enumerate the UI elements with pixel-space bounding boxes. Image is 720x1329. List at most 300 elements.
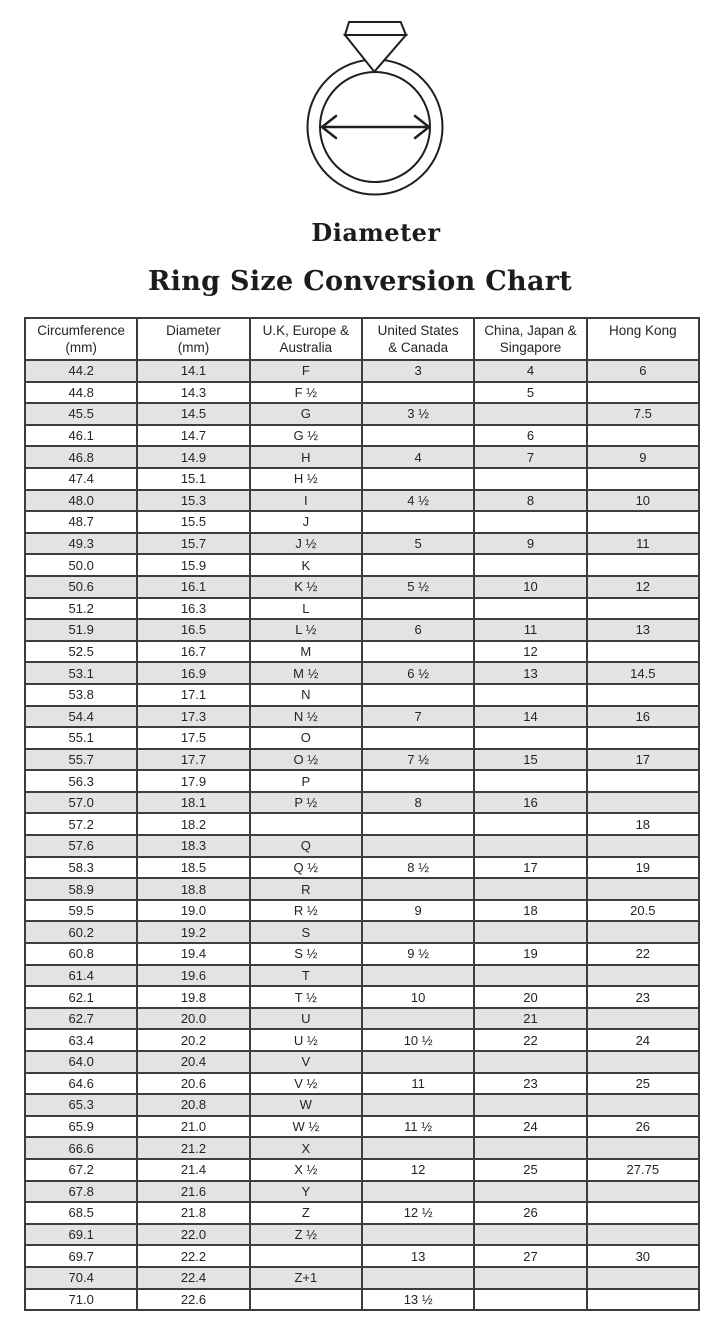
cell-uk-europe-australia: G ½ [250,425,362,447]
cell-uk-europe-australia: S [250,921,362,943]
cell-diameter-mm: 21.8 [137,1202,249,1224]
cell-diameter-mm: 20.6 [137,1073,249,1095]
cell-uk-europe-australia: L ½ [250,619,362,641]
cell-china-japan-singapore [474,403,586,425]
table-row [25,813,699,835]
cell-circumference-mm: 71.0 [25,1289,137,1311]
cell-hong-kong: 11 [587,533,699,555]
cell-china-japan-singapore [474,813,586,835]
page-title: Ring Size Conversion Chart [147,266,573,297]
cell-circumference-mm: 53.8 [25,684,137,706]
cell-china-japan-singapore [474,1267,586,1289]
cell-uk-europe-australia [250,1289,362,1311]
cell-hong-kong [587,1267,699,1289]
table-row [25,576,699,598]
cell-diameter-mm: 16.1 [137,576,249,598]
cell-circumference-mm: 65.9 [25,1116,137,1138]
cell-diameter-mm: 17.9 [137,770,249,792]
table-row [25,511,699,533]
table-row [25,835,699,857]
ring-diameter-icon [303,10,448,202]
cell-circumference-mm: 47.4 [25,468,137,490]
cell-china-japan-singapore: 20 [474,986,586,1008]
cell-uk-europe-australia: L [250,598,362,620]
cell-diameter-mm: 17.7 [137,749,249,771]
cell-china-japan-singapore [474,684,586,706]
cell-china-japan-singapore: 24 [474,1116,586,1138]
cell-circumference-mm: 58.9 [25,878,137,900]
cell-circumference-mm: 52.5 [25,641,137,663]
ring-size-table [24,317,700,1311]
cell-hong-kong [587,921,699,943]
cell-uk-europe-australia: R [250,878,362,900]
column-header-circumference-mm [25,318,137,360]
table-row [25,403,699,425]
cell-uk-europe-australia: M ½ [250,662,362,684]
cell-uk-europe-australia: M [250,641,362,663]
cell-hong-kong [587,1008,699,1030]
header-line2: & Canada [388,340,449,355]
cell-uk-europe-australia: J ½ [250,533,362,555]
cell-hong-kong [587,554,699,576]
cell-us-canada: 3 ½ [362,403,474,425]
cell-china-japan-singapore: 15 [474,749,586,771]
cell-diameter-mm: 21.4 [137,1159,249,1181]
cell-china-japan-singapore: 8 [474,490,586,512]
cell-circumference-mm: 57.6 [25,835,137,857]
cell-circumference-mm: 70.4 [25,1267,137,1289]
cell-circumference-mm: 62.7 [25,1008,137,1030]
cell-hong-kong: 27.75 [587,1159,699,1181]
cell-circumference-mm: 45.5 [25,403,137,425]
table-row [25,554,699,576]
cell-us-canada: 4 [362,446,474,468]
cell-circumference-mm: 44.2 [25,360,137,382]
table-row [25,1289,699,1311]
cell-us-canada [362,598,474,620]
cell-uk-europe-australia: V ½ [250,1073,362,1095]
header-line1: Circumference [37,323,126,338]
cell-circumference-mm: 68.5 [25,1202,137,1224]
cell-circumference-mm: 44.8 [25,382,137,404]
cell-uk-europe-australia: H ½ [250,468,362,490]
cell-circumference-mm: 46.1 [25,425,137,447]
cell-circumference-mm: 65.3 [25,1094,137,1116]
column-header-us-canada [362,318,474,360]
cell-diameter-mm: 17.1 [137,684,249,706]
cell-hong-kong: 30 [587,1245,699,1267]
cell-uk-europe-australia [250,813,362,835]
cell-us-canada: 6 [362,619,474,641]
cell-hong-kong [587,1289,699,1311]
cell-diameter-mm: 18.8 [137,878,249,900]
cell-diameter-mm: 19.0 [137,900,249,922]
table-row [25,878,699,900]
cell-diameter-mm: 16.9 [137,662,249,684]
cell-hong-kong: 20.5 [587,900,699,922]
cell-hong-kong: 16 [587,706,699,728]
cell-hong-kong: 14.5 [587,662,699,684]
cell-diameter-mm: 16.7 [137,641,249,663]
cell-hong-kong: 10 [587,490,699,512]
cell-circumference-mm: 53.1 [25,662,137,684]
cell-hong-kong [587,468,699,490]
cell-us-canada: 11 [362,1073,474,1095]
cell-uk-europe-australia: P ½ [250,792,362,814]
cell-uk-europe-australia: I [250,490,362,512]
cell-hong-kong: 19 [587,857,699,879]
cell-uk-europe-australia: U ½ [250,1029,362,1051]
diamond-icon [345,22,406,72]
cell-us-canada: 9 [362,900,474,922]
cell-circumference-mm: 55.7 [25,749,137,771]
cell-us-canada [362,554,474,576]
cell-china-japan-singapore: 18 [474,900,586,922]
cell-diameter-mm: 15.5 [137,511,249,533]
cell-circumference-mm: 62.1 [25,986,137,1008]
cell-us-canada: 7 [362,706,474,728]
cell-hong-kong: 7.5 [587,403,699,425]
cell-china-japan-singapore [474,511,586,533]
cell-hong-kong [587,1224,699,1246]
cell-circumference-mm: 69.7 [25,1245,137,1267]
cell-hong-kong [587,598,699,620]
cell-circumference-mm: 64.6 [25,1073,137,1095]
cell-uk-europe-australia: F [250,360,362,382]
cell-us-canada: 13 ½ [362,1289,474,1311]
cell-diameter-mm: 14.7 [137,425,249,447]
cell-china-japan-singapore: 21 [474,1008,586,1030]
cell-hong-kong [587,1094,699,1116]
cell-circumference-mm: 64.0 [25,1051,137,1073]
cell-hong-kong [587,1137,699,1159]
cell-uk-europe-australia: T ½ [250,986,362,1008]
cell-diameter-mm: 20.0 [137,1008,249,1030]
cell-us-canada: 9 ½ [362,943,474,965]
cell-hong-kong [587,727,699,749]
cell-us-canada [362,727,474,749]
cell-hong-kong [587,511,699,533]
cell-us-canada: 11 ½ [362,1116,474,1138]
cell-circumference-mm: 55.1 [25,727,137,749]
cell-diameter-mm: 17.5 [137,727,249,749]
table-row [25,490,699,512]
cell-us-canada [362,1267,474,1289]
diameter-label: Diameter [311,218,441,247]
cell-hong-kong: 6 [587,360,699,382]
cell-circumference-mm: 48.7 [25,511,137,533]
cell-china-japan-singapore: 16 [474,792,586,814]
cell-china-japan-singapore [474,1224,586,1246]
cell-diameter-mm: 14.9 [137,446,249,468]
table-row [25,360,699,382]
cell-hong-kong [587,684,699,706]
table-row [25,1094,699,1116]
cell-diameter-mm: 22.6 [137,1289,249,1311]
cell-uk-europe-australia: Y [250,1181,362,1203]
table-row [25,1224,699,1246]
cell-china-japan-singapore [474,1137,586,1159]
table-row [25,749,699,771]
cell-diameter-mm: 15.1 [137,468,249,490]
cell-diameter-mm: 15.7 [137,533,249,555]
cell-hong-kong [587,792,699,814]
cell-uk-europe-australia: Z+1 [250,1267,362,1289]
column-header-uk-europe-australia [250,318,362,360]
cell-uk-europe-australia: S ½ [250,943,362,965]
cell-hong-kong [587,382,699,404]
cell-diameter-mm: 15.9 [137,554,249,576]
cell-us-canada [362,468,474,490]
cell-uk-europe-australia: T [250,965,362,987]
table-row [25,1267,699,1289]
cell-diameter-mm: 19.6 [137,965,249,987]
cell-china-japan-singapore: 5 [474,382,586,404]
cell-china-japan-singapore [474,468,586,490]
cell-hong-kong: 24 [587,1029,699,1051]
cell-circumference-mm: 54.4 [25,706,137,728]
cell-china-japan-singapore: 17 [474,857,586,879]
cell-diameter-mm: 18.1 [137,792,249,814]
cell-us-canada [362,1224,474,1246]
cell-uk-europe-australia: O ½ [250,749,362,771]
cell-china-japan-singapore: 4 [474,360,586,382]
cell-circumference-mm: 57.0 [25,792,137,814]
cell-uk-europe-australia: F ½ [250,382,362,404]
cell-us-canada [362,835,474,857]
cell-china-japan-singapore [474,598,586,620]
cell-us-canada: 5 ½ [362,576,474,598]
cell-us-canada [362,965,474,987]
cell-circumference-mm: 67.8 [25,1181,137,1203]
cell-us-canada: 6 ½ [362,662,474,684]
cell-hong-kong [587,425,699,447]
cell-hong-kong [587,878,699,900]
table-row [25,1073,699,1095]
cell-us-canada [362,641,474,663]
table-body [25,360,699,1310]
column-header-diameter-mm [137,318,249,360]
cell-us-canada: 10 [362,986,474,1008]
cell-hong-kong: 18 [587,813,699,835]
table-row [25,1159,699,1181]
header-line2: (mm) [65,340,97,355]
cell-diameter-mm: 22.0 [137,1224,249,1246]
cell-hong-kong: 13 [587,619,699,641]
cell-hong-kong: 17 [587,749,699,771]
table-row [25,468,699,490]
cell-diameter-mm: 20.2 [137,1029,249,1051]
cell-circumference-mm: 58.3 [25,857,137,879]
table-row [25,706,699,728]
cell-us-canada: 3 [362,360,474,382]
cell-uk-europe-australia: X [250,1137,362,1159]
table-row [25,1202,699,1224]
cell-china-japan-singapore [474,770,586,792]
cell-china-japan-singapore [474,727,586,749]
cell-china-japan-singapore: 13 [474,662,586,684]
cell-china-japan-singapore [474,1289,586,1311]
column-header-china-japan-singapore [474,318,586,360]
cell-diameter-mm: 15.3 [137,490,249,512]
table-row [25,1008,699,1030]
cell-china-japan-singapore: 9 [474,533,586,555]
cell-circumference-mm: 57.2 [25,813,137,835]
table-row [25,641,699,663]
cell-diameter-mm: 22.4 [137,1267,249,1289]
header-line2: (mm) [177,340,210,355]
cell-china-japan-singapore [474,965,586,987]
cell-us-canada: 12 [362,1159,474,1181]
cell-us-canada: 5 [362,533,474,555]
cell-us-canada [362,1137,474,1159]
cell-us-canada [362,1008,474,1030]
cell-uk-europe-australia: H [250,446,362,468]
table-row [25,684,699,706]
cell-china-japan-singapore: 7 [474,446,586,468]
cell-uk-europe-australia: W ½ [250,1116,362,1138]
cell-diameter-mm: 14.1 [137,360,249,382]
cell-us-canada: 4 ½ [362,490,474,512]
header-line1: China, Japan & [484,323,577,338]
table-row [25,1245,699,1267]
cell-diameter-mm: 20.4 [137,1051,249,1073]
cell-hong-kong [587,770,699,792]
cell-diameter-mm: 14.3 [137,382,249,404]
cell-circumference-mm: 60.8 [25,943,137,965]
table-row [25,943,699,965]
cell-diameter-mm: 18.5 [137,857,249,879]
cell-uk-europe-australia: U [250,1008,362,1030]
cell-hong-kong: 9 [587,446,699,468]
table-row [25,770,699,792]
cell-diameter-mm: 22.2 [137,1245,249,1267]
cell-hong-kong [587,1202,699,1224]
table-row [25,619,699,641]
cell-china-japan-singapore: 6 [474,425,586,447]
cell-uk-europe-australia: Q [250,835,362,857]
cell-uk-europe-australia: W [250,1094,362,1116]
table-head-row [25,318,699,360]
header-line2: Australia [279,340,333,355]
table-row [25,792,699,814]
cell-china-japan-singapore [474,554,586,576]
cell-hong-kong [587,641,699,663]
cell-uk-europe-australia: X ½ [250,1159,362,1181]
cell-china-japan-singapore: 22 [474,1029,586,1051]
cell-uk-europe-australia: J [250,511,362,533]
cell-circumference-mm: 46.8 [25,446,137,468]
cell-us-canada [362,1051,474,1073]
header-line1: United States [377,323,459,338]
cell-diameter-mm: 21.0 [137,1116,249,1138]
cell-uk-europe-australia: V [250,1051,362,1073]
cell-circumference-mm: 50.6 [25,576,137,598]
cell-china-japan-singapore [474,1181,586,1203]
cell-diameter-mm: 19.8 [137,986,249,1008]
cell-diameter-mm: 17.3 [137,706,249,728]
table-row [25,727,699,749]
cell-circumference-mm: 50.0 [25,554,137,576]
table-row [25,921,699,943]
cell-circumference-mm: 60.2 [25,921,137,943]
cell-uk-europe-australia: K ½ [250,576,362,598]
cell-hong-kong: 25 [587,1073,699,1095]
table-row [25,1029,699,1051]
cell-us-canada: 13 [362,1245,474,1267]
cell-us-canada: 7 ½ [362,749,474,771]
cell-uk-europe-australia: O [250,727,362,749]
cell-circumference-mm: 56.3 [25,770,137,792]
cell-uk-europe-australia: K [250,554,362,576]
table-row [25,1116,699,1138]
cell-us-canada [362,684,474,706]
cell-us-canada [362,1094,474,1116]
cell-uk-europe-australia: G [250,403,362,425]
column-header-hong-kong [587,318,699,360]
cell-china-japan-singapore [474,921,586,943]
header-line1: Hong Kong [609,323,677,338]
cell-hong-kong [587,1051,699,1073]
cell-hong-kong: 23 [587,986,699,1008]
cell-circumference-mm: 49.3 [25,533,137,555]
table-row [25,1181,699,1203]
cell-diameter-mm: 19.4 [137,943,249,965]
table-row [25,965,699,987]
header-line1: Diameter [166,323,221,338]
cell-us-canada [362,921,474,943]
table-row [25,857,699,879]
cell-uk-europe-australia [250,1245,362,1267]
cell-circumference-mm: 48.0 [25,490,137,512]
cell-diameter-mm: 20.8 [137,1094,249,1116]
cell-us-canada [362,382,474,404]
cell-china-japan-singapore [474,1094,586,1116]
cell-circumference-mm: 66.6 [25,1137,137,1159]
cell-diameter-mm: 21.6 [137,1181,249,1203]
cell-china-japan-singapore: 26 [474,1202,586,1224]
cell-china-japan-singapore: 14 [474,706,586,728]
cell-us-canada [362,511,474,533]
cell-circumference-mm: 63.4 [25,1029,137,1051]
cell-uk-europe-australia: Z ½ [250,1224,362,1246]
cell-us-canada: 8 ½ [362,857,474,879]
cell-circumference-mm: 67.2 [25,1159,137,1181]
table-row [25,662,699,684]
cell-china-japan-singapore: 19 [474,943,586,965]
cell-us-canada: 10 ½ [362,1029,474,1051]
cell-us-canada: 8 [362,792,474,814]
table-row [25,425,699,447]
cell-us-canada [362,425,474,447]
cell-hong-kong: 12 [587,576,699,598]
cell-circumference-mm: 59.5 [25,900,137,922]
cell-hong-kong: 22 [587,943,699,965]
cell-diameter-mm: 18.2 [137,813,249,835]
header-line2: Singapore [499,340,562,355]
cell-circumference-mm: 51.9 [25,619,137,641]
cell-china-japan-singapore: 25 [474,1159,586,1181]
cell-diameter-mm: 21.2 [137,1137,249,1159]
table-row [25,1137,699,1159]
cell-uk-europe-australia: Z [250,1202,362,1224]
diameter-arrow [322,116,429,138]
cell-uk-europe-australia: P [250,770,362,792]
cell-us-canada [362,878,474,900]
cell-diameter-mm: 14.5 [137,403,249,425]
cell-diameter-mm: 19.2 [137,921,249,943]
table-row [25,1051,699,1073]
